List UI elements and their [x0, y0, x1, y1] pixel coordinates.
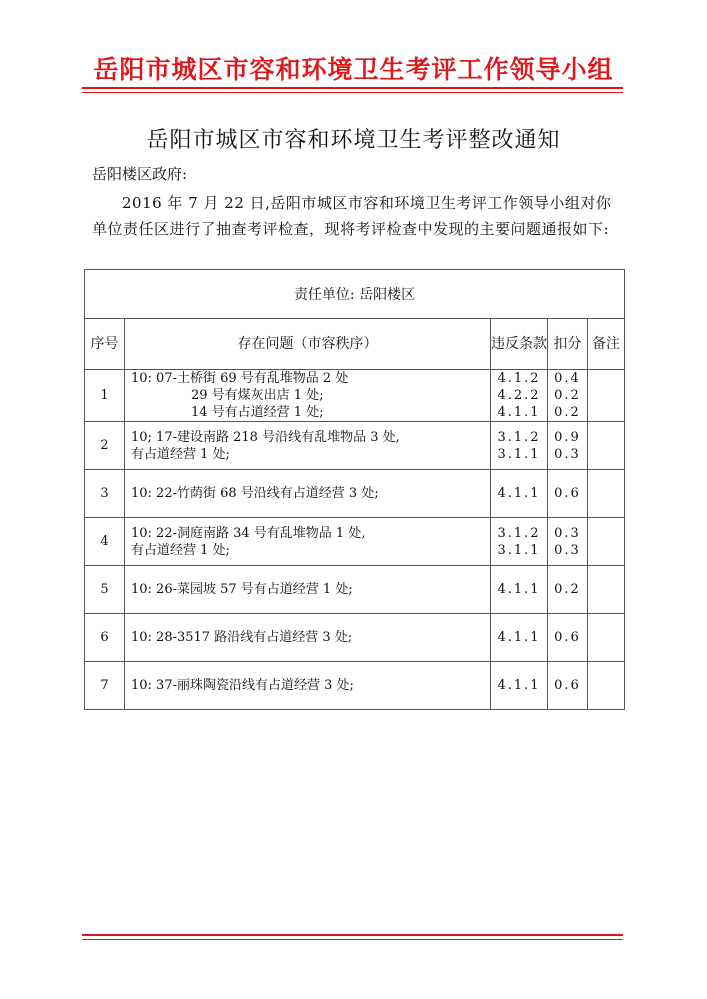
responsible-unit: 责任单位: 岳阳楼区	[85, 270, 625, 319]
issue-line: 10; 17-建设南路 218 号沿线有乱堆物品 3 处,	[131, 429, 400, 445]
clause-value: 4.1.1	[497, 582, 541, 597]
salutation: 岳阳楼区政府:	[92, 165, 188, 183]
deduction-cell	[548, 518, 588, 566]
row-number: 3	[85, 470, 125, 518]
deduction-cell	[548, 470, 588, 518]
header-remark: 备注	[588, 319, 625, 370]
clause-value: 4.1.1	[497, 405, 541, 420]
issue-cell	[125, 614, 491, 662]
issue-line: 10: 22-竹荫街 68 号沿线有占道经营 3 处;	[131, 486, 379, 501]
remark-cell	[588, 518, 625, 566]
remark-cell	[588, 370, 625, 422]
footer-rule-thin	[82, 939, 623, 940]
remark-cell	[588, 566, 625, 614]
deduction-value: 0.2	[554, 405, 581, 420]
deduction-value: 0.6	[554, 486, 581, 501]
remark-cell	[588, 470, 625, 518]
deduction-cell	[548, 566, 588, 614]
clause-cell	[491, 662, 548, 710]
deduction-cell	[548, 614, 588, 662]
table-row	[85, 470, 625, 518]
row-number: 4	[85, 518, 125, 566]
header-deduction: 扣分	[548, 319, 588, 370]
table-row	[85, 662, 625, 710]
clause-cell	[491, 614, 548, 662]
clause-value: 4.1.2	[497, 371, 541, 386]
clause-value: 3.1.2	[497, 429, 541, 445]
table-row	[85, 614, 625, 662]
issue-line: 10: 26-菜园坡 57 号有占道经营 1 处;	[131, 582, 353, 597]
deduction-cell	[548, 370, 588, 422]
header-rule-thin	[82, 92, 623, 93]
organization-header: 岳阳市城区市容和环境卫生考评工作领导小组	[93, 55, 614, 84]
clause-value: 4.2.2	[497, 388, 541, 403]
clause-cell	[491, 422, 548, 470]
issue-line: 10: 22-洞庭南路 34 号有乱堆物品 1 处,	[131, 525, 366, 541]
notice-body: 2016 年 7 月 22 日,岳阳市城区市容和环境卫生考评工作领导小组对你单位责任区进行了抽查考评检查，现将考评检查中发现的主要问题通报如下:	[92, 194, 612, 238]
issue-cell	[125, 662, 491, 710]
remark-cell	[588, 614, 625, 662]
row-number: 6	[85, 614, 125, 662]
remark-cell	[588, 422, 625, 470]
deduction-value: 0.3	[554, 525, 581, 541]
issue-line: 10: 28-3517 路沿线有占道经营 3 处;	[131, 630, 353, 645]
deduction-value: 0.4	[554, 371, 581, 386]
deduction-value: 0.6	[554, 678, 581, 693]
issue-line: 10: 37-丽珠陶瓷沿线有占道经营 3 处;	[131, 678, 354, 693]
row-number: 5	[85, 566, 125, 614]
issue-line: 有占道经营 1 处;	[131, 542, 230, 558]
table-row	[85, 518, 625, 566]
deduction-value: 0.2	[554, 388, 581, 403]
table-row	[85, 422, 625, 470]
deduction-cell	[548, 422, 588, 470]
issue-line: 有占道经营 1 处;	[131, 446, 230, 462]
deduction-value: 0.9	[554, 429, 581, 445]
table-row	[85, 566, 625, 614]
header-rule-thick	[82, 87, 623, 89]
table-row	[85, 370, 625, 422]
clause-value: 4.1.1	[497, 678, 541, 693]
issue-cell	[125, 370, 491, 422]
deduction-value: 0.3	[554, 542, 581, 558]
issue-cell	[125, 518, 491, 566]
issue-line: 14 号有占道经营 1 处;	[191, 405, 324, 420]
document-title: 岳阳市城区市容和环境卫生考评整改通知	[146, 128, 561, 153]
clause-value: 3.1.2	[497, 525, 541, 541]
header-issue: 存在问题（市容秩序）	[125, 319, 491, 370]
deduction-cell	[548, 662, 588, 710]
remark-cell	[588, 662, 625, 710]
issue-cell	[125, 470, 491, 518]
clause-cell	[491, 566, 548, 614]
issue-cell	[125, 422, 491, 470]
issue-cell	[125, 566, 491, 614]
row-number: 1	[85, 370, 125, 422]
issue-line: 10: 07-土桥街 69 号有乱堆物品 2 处	[131, 371, 349, 386]
clause-value: 3.1.1	[497, 446, 541, 462]
header-clause: 违反条款	[491, 319, 548, 370]
unit-row	[85, 270, 625, 319]
row-number: 7	[85, 662, 125, 710]
clause-cell	[491, 370, 548, 422]
clause-cell	[491, 518, 548, 566]
table-header-row	[85, 319, 625, 370]
footer-rule-thick	[82, 934, 623, 936]
clause-value: 4.1.1	[497, 630, 541, 645]
deduction-value: 0.6	[554, 630, 581, 645]
header-number: 序号	[85, 319, 125, 370]
row-number: 2	[85, 422, 125, 470]
clause-value: 3.1.1	[497, 542, 541, 558]
inspection-table	[84, 269, 625, 710]
deduction-value: 0.3	[554, 446, 581, 462]
clause-cell	[491, 470, 548, 518]
issue-line: 29 号有煤灰出店 1 处;	[191, 388, 324, 403]
clause-value: 4.1.1	[497, 486, 541, 501]
deduction-value: 0.2	[554, 582, 581, 597]
